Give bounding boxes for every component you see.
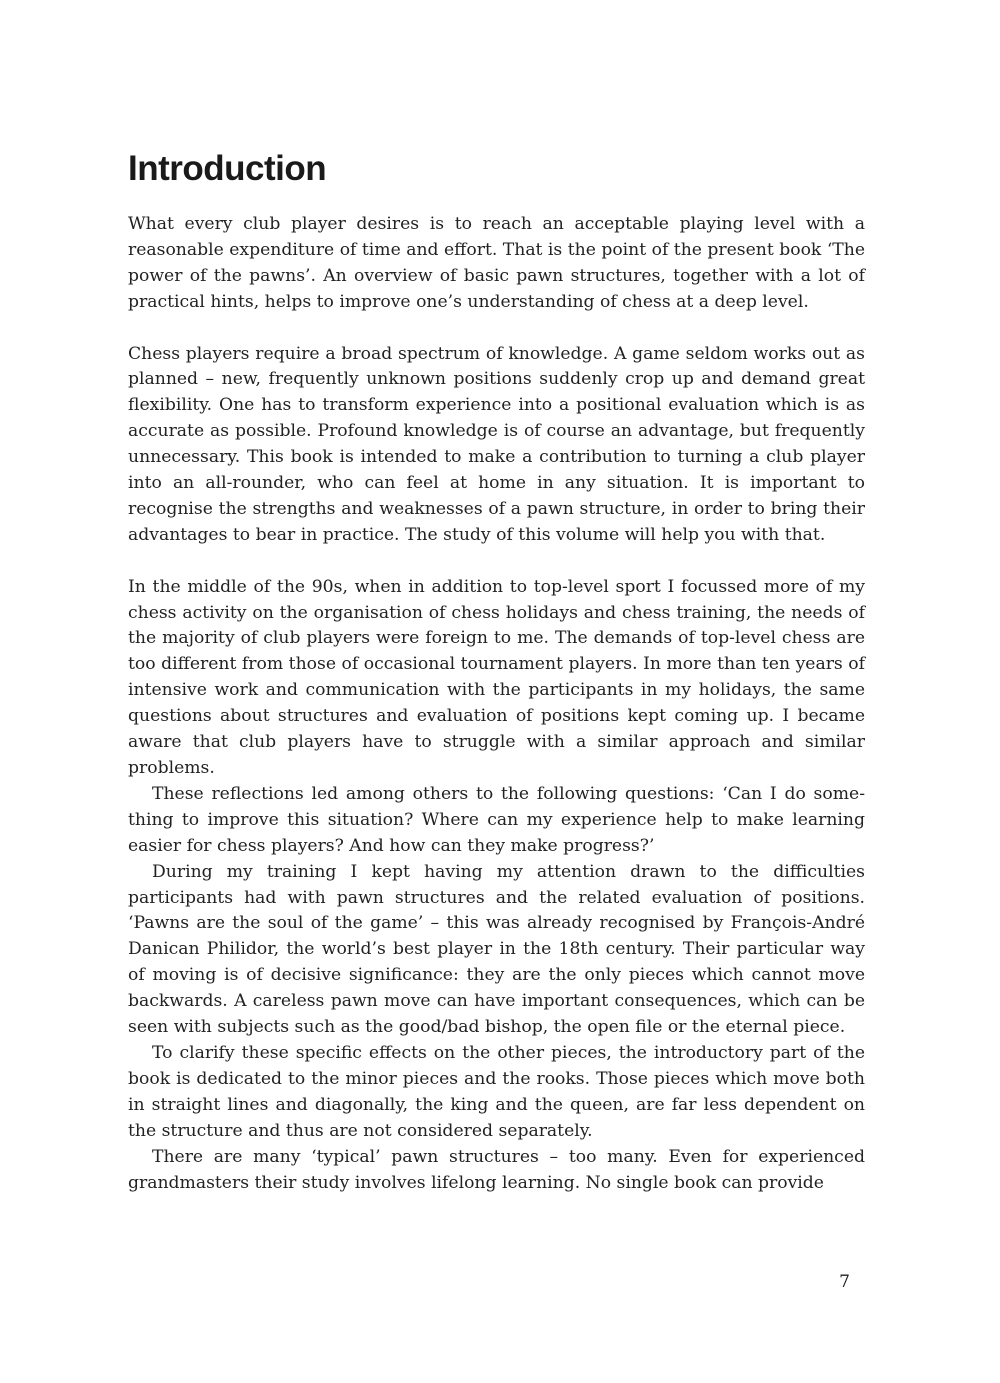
body-text [128, 212, 865, 1196]
page-number: 7 [839, 1272, 850, 1292]
paragraph: These reflections led among others to the following questions: ‘Can I do something to improve this situation? Where can my experience help to make learning easier for chess players? And how can they make progress?’ [128, 783, 865, 856]
paragraph: Chess players require a broad spectrum of knowledge. A game seldom works out as planned – new, frequently unknown positions suddenly crop up and demand great flexibility. One has to transform experience into a positional evaluation which is as accurate as possible. Profound knowledge is of course an advantage, but frequently unnecessary. This book is intended to make a contribution to turning a club player into an all-rounder, who can feel at home in any situation. It is important to recognise the strengths and weaknesses of a pawn structure, in order to bring their advantages to bear in practice. The study of this volume will help you with that. [128, 343, 865, 545]
paragraph: There are many ‘typical’ pawn structures – too many. Even for experienced grandmasters their study involves lifelong learning. No single book can provide [128, 1146, 865, 1193]
paragraph: During my training I kept having my attention drawn to the difficulties participants had with pawn structures and the related evaluation of positions. ‘Pawns are the soul of the game’ – this was already recognised by François-André Danican Philidor, the world’s best player in the 18th century. Their particular way of moving is of decisive significance: they are the only pieces which cannot move backwards. A careless pawn move can have important consequences, which can be seen with subjects such as the good/bad bishop, the open file or the eternal piece. [128, 861, 865, 1038]
chapter-title: Introduction [128, 149, 327, 188]
paragraph: In the middle of the 90s, when in addition to top-level sport I focussed more of my chess activity on the organisation of chess holidays and chess training, the needs of the majority of club players were foreign to me. The demands of top-level chess are too different from those of occasional tournament players. In more than ten years of intensive work and communication with the participants in my holidays, the same questions about structures and evaluation of positions kept coming up. I became aware that club players have to struggle with a similar approach and similar problems. [128, 576, 865, 778]
paragraph: What every club player desires is to reach an acceptable playing level with a reasonable expenditure of time and effort. That is the point of the present book ‘The power of the pawns’. An overview of basic pawn structures, together with a lot of practical hints, helps to improve one’s understanding of chess at a deep level. [128, 214, 865, 312]
paragraph: To clarify these specific effects on the other pieces, the introductory part of the book is dedicated to the minor pieces and the rooks. Those pieces which move both in straight lines and diagonally, the king and the queen, are far less dependent on the structure and thus are not considered separately. [128, 1042, 865, 1141]
